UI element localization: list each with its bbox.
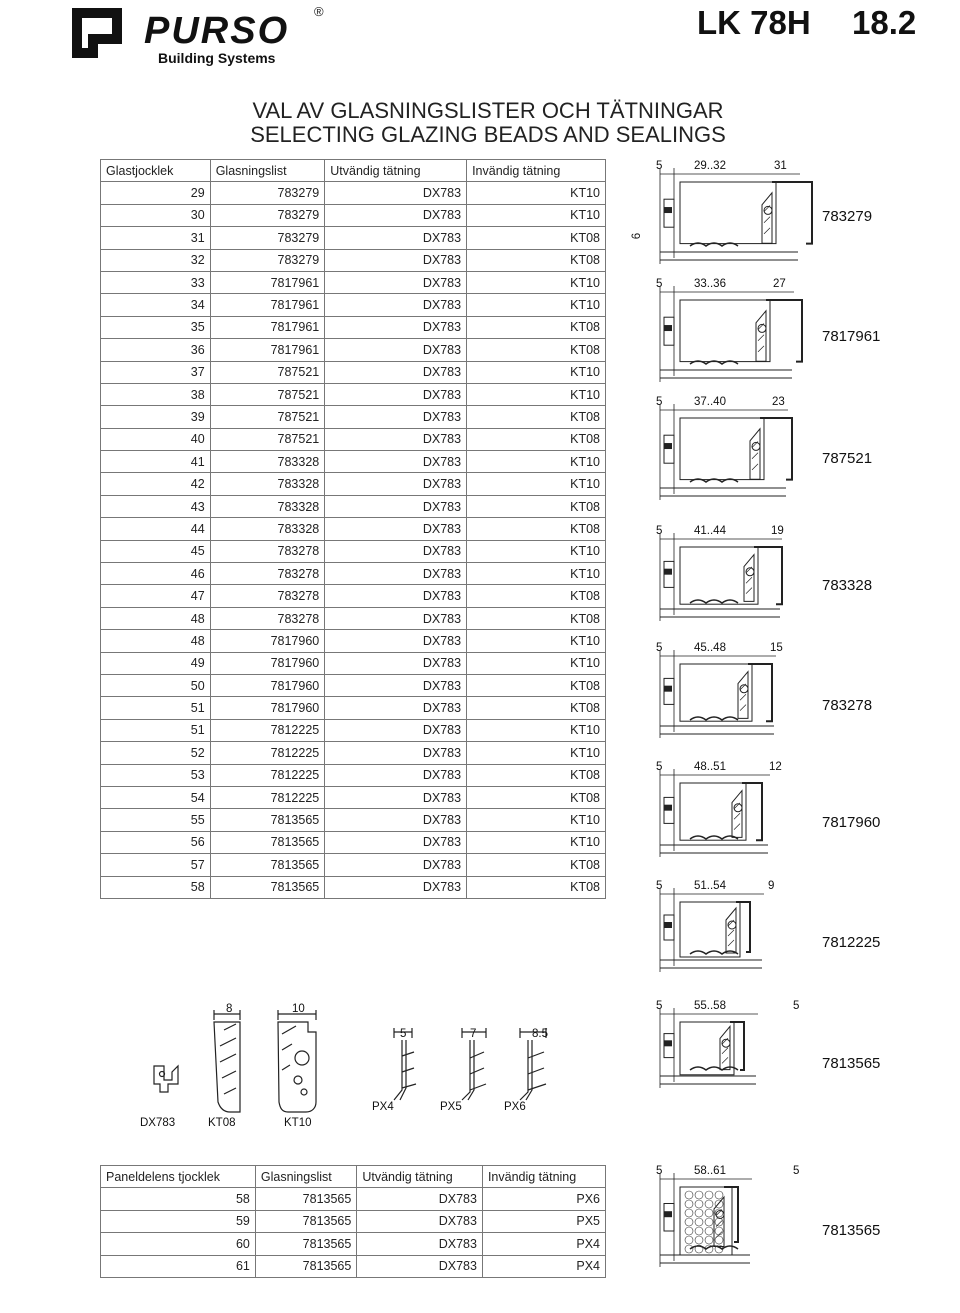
table-cell: DX783	[325, 428, 467, 450]
table-cell: DX783	[325, 742, 467, 764]
glazing-table-row	[101, 742, 606, 764]
model-title: LK 78H	[697, 4, 811, 41]
table-cell: KT08	[467, 674, 606, 696]
table-cell: KT08	[467, 607, 606, 629]
glazing-table-row	[101, 786, 606, 808]
section-dim-right: 5	[793, 1165, 800, 1177]
dx783-label: DX783	[140, 1117, 176, 1129]
table-cell: PX4	[482, 1255, 605, 1277]
section-dim-glass: 37..40	[694, 396, 726, 408]
registered-mark: ®	[314, 4, 324, 19]
glazing-table-row	[101, 451, 606, 473]
px5-label: PX5	[440, 1101, 462, 1113]
section-dim-right: 12	[769, 761, 782, 773]
table-cell: 48	[101, 607, 211, 629]
table-cell: DX783	[325, 383, 467, 405]
section-drawing-7	[650, 880, 820, 980]
table-cell: 47	[101, 585, 211, 607]
table-cell: 42	[101, 473, 211, 495]
section-dim-left: 5	[656, 1000, 663, 1012]
panel-table-header-1: Glasningslist	[255, 1166, 356, 1188]
glazing-table-row	[101, 294, 606, 316]
table-cell: 51	[101, 719, 211, 741]
section-bead-code: 7813565	[822, 1055, 881, 1072]
table-cell: DX783	[357, 1188, 483, 1210]
table-cell: 54	[101, 786, 211, 808]
table-cell: 783278	[210, 585, 325, 607]
table-cell: 29	[101, 182, 211, 204]
px4-width-dim: 5	[400, 1028, 407, 1040]
table-cell: 7812225	[210, 719, 325, 741]
table-cell: 783328	[210, 451, 325, 473]
table-cell: 787521	[210, 406, 325, 428]
table-cell: DX783	[325, 294, 467, 316]
seal-profiles-drawing	[140, 1000, 560, 1140]
table-cell: DX783	[325, 585, 467, 607]
purso-logo	[68, 4, 328, 66]
table-cell: KT08	[467, 585, 606, 607]
glazing-table-row	[101, 361, 606, 383]
table-cell: KT10	[467, 294, 606, 316]
table-cell: KT08	[467, 227, 606, 249]
table-cell: 7813565	[210, 831, 325, 853]
glazing-table-row	[101, 495, 606, 517]
panel-table-row	[101, 1210, 606, 1232]
glazing-table-row	[101, 719, 606, 741]
table-cell: KT08	[467, 339, 606, 361]
table-cell: PX4	[482, 1233, 605, 1255]
table-cell: DX783	[325, 451, 467, 473]
glazing-table-row	[101, 831, 606, 853]
table-cell: 45	[101, 540, 211, 562]
section-dim-glass: 33..36	[694, 278, 726, 290]
section-bead-code: 783278	[822, 697, 873, 714]
table-cell: DX783	[325, 406, 467, 428]
table-cell: 7813565	[255, 1188, 356, 1210]
section-dim-glass: 48..51	[694, 761, 726, 773]
table-cell: 787521	[210, 383, 325, 405]
glazing-table-row	[101, 630, 606, 652]
page-title-english: SELECTING GLAZING BEADS AND SEALINGS	[250, 122, 726, 147]
section-bead-code: 7817961	[822, 328, 881, 345]
table-cell: 50	[101, 674, 211, 696]
table-cell: 44	[101, 518, 211, 540]
section-dim-right: 23	[772, 396, 785, 408]
table-cell: KT08	[467, 249, 606, 271]
table-cell: KT10	[467, 630, 606, 652]
kt08-profile	[214, 1010, 240, 1112]
page-title-swedish: VAL AV GLASNINGSLISTER OCH TÄTNINGAR	[252, 98, 724, 123]
panel-table-row	[101, 1188, 606, 1210]
table-cell: 32	[101, 249, 211, 271]
table-cell: 783278	[210, 563, 325, 585]
glazing-table-row	[101, 518, 606, 540]
table-cell: KT08	[467, 518, 606, 540]
table-cell: DX783	[325, 786, 467, 808]
table-cell: PX6	[482, 1188, 605, 1210]
panel-table-row	[101, 1233, 606, 1255]
glazing-table-row	[101, 876, 606, 898]
section-drawing-8	[650, 1000, 820, 1096]
table-cell: KT10	[467, 383, 606, 405]
table-cell: DX783	[325, 249, 467, 271]
table-cell: 7813565	[210, 854, 325, 876]
table-cell: 30	[101, 204, 211, 226]
section-drawing-9	[650, 1165, 820, 1275]
table-cell: 7817961	[210, 316, 325, 338]
glazing-table-row	[101, 809, 606, 831]
section-dim-right: 15	[770, 642, 783, 654]
table-cell: 7817960	[210, 630, 325, 652]
table-cell: 38	[101, 383, 211, 405]
table-cell: KT10	[467, 204, 606, 226]
table-cell: KT08	[467, 876, 606, 898]
section-bead-code: 7813565	[822, 1222, 881, 1239]
glazing-table-row	[101, 854, 606, 876]
table-cell: 34	[101, 294, 211, 316]
table-cell: 52	[101, 742, 211, 764]
table-cell: 48	[101, 630, 211, 652]
glazing-table-row	[101, 764, 606, 786]
purso-logo-mark	[68, 4, 126, 62]
glazing-table-row	[101, 204, 606, 226]
table-cell: DX783	[325, 227, 467, 249]
table-cell: DX783	[325, 831, 467, 853]
glazing-table-row	[101, 271, 606, 293]
panel-table-row	[101, 1255, 606, 1277]
table-cell: KT10	[467, 831, 606, 853]
table-cell: DX783	[325, 204, 467, 226]
glazing-table-header-0: Glastjocklek	[101, 160, 211, 182]
table-cell: 43	[101, 495, 211, 517]
section-dim-left: 5	[656, 880, 663, 892]
section-dim-left: 5	[656, 396, 663, 408]
table-cell: 7813565	[255, 1210, 356, 1232]
section-dim-left: 5	[656, 160, 663, 172]
table-cell: DX783	[357, 1233, 483, 1255]
table-cell: 51	[101, 697, 211, 719]
table-cell: DX783	[325, 719, 467, 741]
kt10-label: KT10	[284, 1117, 312, 1129]
glazing-table-row	[101, 227, 606, 249]
table-cell: 35	[101, 316, 211, 338]
table-cell: 7817961	[210, 271, 325, 293]
table-cell: 7817960	[210, 674, 325, 696]
section-drawing-4	[650, 525, 820, 629]
table-cell: DX783	[357, 1255, 483, 1277]
section-dim-glass: 55..58	[694, 1000, 726, 1012]
px4-label: PX4	[372, 1101, 394, 1113]
table-cell: 7813565	[255, 1255, 356, 1277]
section-dim-right: 9	[768, 880, 775, 892]
table-cell: 49	[101, 652, 211, 674]
px6-label: PX6	[504, 1101, 526, 1113]
glazing-table-row	[101, 428, 606, 450]
table-cell: DX783	[325, 473, 467, 495]
glazing-table-header-2: Utvändig tätning	[325, 160, 467, 182]
table-cell: KT10	[467, 540, 606, 562]
section-dim-glass: 51..54	[694, 880, 726, 892]
table-cell: 61	[101, 1255, 256, 1277]
section-bead-code: 787521	[822, 450, 873, 467]
table-cell: 7813565	[210, 809, 325, 831]
table-cell: 783328	[210, 473, 325, 495]
table-cell: 7812225	[210, 764, 325, 786]
table-cell: KT08	[467, 786, 606, 808]
section-dim-left: 5	[656, 642, 663, 654]
table-cell: 60	[101, 1233, 256, 1255]
dx783-profile	[154, 1066, 178, 1092]
section-dim-left: 5	[656, 1165, 663, 1177]
table-cell: KT10	[467, 742, 606, 764]
table-cell: 56	[101, 831, 211, 853]
section-dim-glass: 29..32	[694, 160, 726, 172]
table-cell: DX783	[325, 809, 467, 831]
table-cell: 31	[101, 227, 211, 249]
section-bead-code: 7817960	[822, 814, 881, 831]
table-cell: 7817961	[210, 339, 325, 361]
glazing-table-header-3: Invändig tätning	[467, 160, 606, 182]
table-cell: KT08	[467, 697, 606, 719]
table-cell: 7813565	[255, 1233, 356, 1255]
table-cell: KT08	[467, 854, 606, 876]
table-cell: DX783	[325, 854, 467, 876]
table-cell: 7812225	[210, 742, 325, 764]
table-cell: 40	[101, 428, 211, 450]
table-cell: KT10	[467, 451, 606, 473]
table-cell: KT08	[467, 764, 606, 786]
glazing-table-row	[101, 697, 606, 719]
glazing-table-row	[101, 316, 606, 338]
table-cell: 57	[101, 854, 211, 876]
table-cell: 59	[101, 1210, 256, 1232]
section-dim-right: 31	[774, 160, 787, 172]
table-cell: 58	[101, 1188, 256, 1210]
glazing-table-row	[101, 563, 606, 585]
table-cell: DX783	[325, 607, 467, 629]
glazing-table-row	[101, 339, 606, 361]
glazing-table-header-1: Glasningslist	[210, 160, 325, 182]
table-cell: DX783	[325, 674, 467, 696]
glazing-table-row	[101, 383, 606, 405]
table-cell: 46	[101, 563, 211, 585]
table-cell: KT10	[467, 473, 606, 495]
table-cell: DX783	[325, 339, 467, 361]
table-cell: KT08	[467, 406, 606, 428]
table-cell: DX783	[325, 630, 467, 652]
table-cell: 36	[101, 339, 211, 361]
brand-subtitle: Building Systems	[158, 50, 276, 66]
glazing-table-row	[101, 585, 606, 607]
section-dim-right: 5	[793, 1000, 800, 1012]
section-dim-left: 5	[656, 525, 663, 537]
table-cell: 783279	[210, 204, 325, 226]
section-drawing-3	[650, 396, 820, 508]
table-cell: 7817960	[210, 697, 325, 719]
glazing-table-row	[101, 182, 606, 204]
table-cell: DX783	[325, 563, 467, 585]
table-cell: 41	[101, 451, 211, 473]
table-cell: 787521	[210, 361, 325, 383]
panel-table	[100, 1165, 606, 1278]
table-cell: 783279	[210, 182, 325, 204]
table-cell: DX783	[325, 316, 467, 338]
table-cell: 783328	[210, 518, 325, 540]
px5-width-dim: 7	[470, 1028, 477, 1040]
table-cell: KT08	[467, 428, 606, 450]
table-cell: 37	[101, 361, 211, 383]
panel-table-header-0: Paneldelens tjocklek	[101, 1166, 256, 1188]
glazing-table-row	[101, 607, 606, 629]
kt10-profile	[278, 1010, 316, 1112]
table-cell: KT10	[467, 271, 606, 293]
glazing-table-row	[101, 473, 606, 495]
section-dim-glass: 58..61	[694, 1165, 726, 1177]
kt10-width-dim: 10	[292, 1003, 305, 1015]
table-cell: 7813565	[210, 876, 325, 898]
table-cell: KT08	[467, 495, 606, 517]
section-drawing-5	[650, 642, 820, 746]
table-cell: DX783	[325, 182, 467, 204]
table-cell: 783279	[210, 249, 325, 271]
table-cell: DX783	[325, 764, 467, 786]
table-cell: DX783	[325, 361, 467, 383]
table-cell: 53	[101, 764, 211, 786]
glazing-table-row	[101, 540, 606, 562]
section-drawing-2	[650, 278, 820, 390]
table-cell: 783328	[210, 495, 325, 517]
section-bead-code: 783328	[822, 577, 873, 594]
table-cell: KT10	[467, 809, 606, 831]
table-cell: DX783	[325, 540, 467, 562]
table-cell: DX783	[325, 652, 467, 674]
table-cell: KT10	[467, 719, 606, 741]
section-drawing-1	[650, 160, 820, 272]
section-dim-left: 5	[656, 278, 663, 290]
table-cell: DX783	[357, 1210, 483, 1232]
table-cell: DX783	[325, 518, 467, 540]
section-drawing-6	[650, 761, 820, 865]
table-cell: KT10	[467, 182, 606, 204]
table-cell: 55	[101, 809, 211, 831]
table-cell: PX5	[482, 1210, 605, 1232]
table-cell: DX783	[325, 697, 467, 719]
px6-width-dim: 8.5	[532, 1028, 548, 1040]
table-cell: 783278	[210, 607, 325, 629]
section-bead-code: 7812225	[822, 934, 881, 951]
table-cell: DX783	[325, 876, 467, 898]
table-cell: DX783	[325, 495, 467, 517]
table-cell: 7817960	[210, 652, 325, 674]
table-cell: KT08	[467, 316, 606, 338]
table-cell: 787521	[210, 428, 325, 450]
kt08-width-dim: 8	[226, 1003, 233, 1015]
table-cell: 7812225	[210, 786, 325, 808]
glazing-table-row	[101, 406, 606, 428]
brand-name: PURSO	[144, 10, 290, 52]
section-dim-right: 19	[771, 525, 784, 537]
table-cell: KT10	[467, 563, 606, 585]
panel-table-header-2: Utvändig tätning	[357, 1166, 483, 1188]
table-cell: 39	[101, 406, 211, 428]
table-cell: 783279	[210, 227, 325, 249]
section-dim-left: 5	[656, 761, 663, 773]
table-cell: 7817961	[210, 294, 325, 316]
panel-table-header-3: Invändig tätning	[482, 1166, 605, 1188]
glazing-table-row	[101, 652, 606, 674]
table-cell: 33	[101, 271, 211, 293]
kt08-label: KT08	[208, 1117, 236, 1129]
section-dim-right: 27	[773, 278, 786, 290]
table-cell: DX783	[325, 271, 467, 293]
table-cell: KT10	[467, 652, 606, 674]
section-dim-vertical: 6	[631, 232, 644, 240]
table-cell: KT10	[467, 361, 606, 383]
table-cell: 783278	[210, 540, 325, 562]
page-number: 18.2	[852, 4, 917, 41]
section-bead-code: 783279	[822, 208, 873, 225]
glazing-table-row	[101, 674, 606, 696]
section-dim-glass: 45..48	[694, 642, 726, 654]
section-dim-glass: 41..44	[694, 525, 726, 537]
glazing-table	[100, 159, 606, 899]
table-cell: 58	[101, 876, 211, 898]
glazing-table-row	[101, 249, 606, 271]
